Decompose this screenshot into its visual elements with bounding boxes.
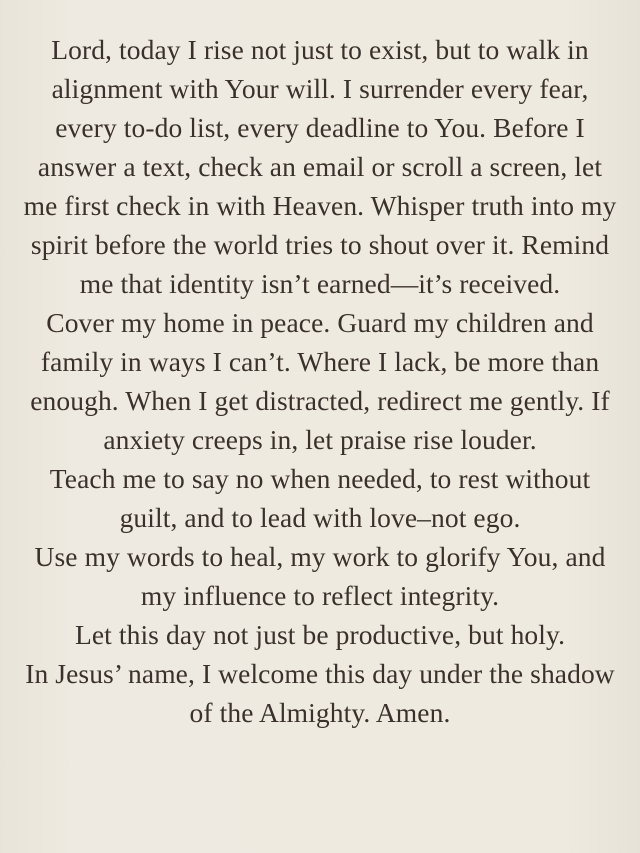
prayer-paragraph: Use my words to heal, my work to glorify You, and my influence to reflect integrity. [34, 541, 606, 611]
prayer-paragraph: Lord, today I rise not just to exist, but to walk in alignment with Your will. I surrender every fear, every to-do list, every deadline to You. Before I answer a text, check an email or scroll a screen, let me first check in with Heaven. Whisper truth into my spirit before the world tries to shout over it. Remind me that identity isn’t earned—it’s received. [23, 34, 617, 299]
prayer-paragraph: Let this day not just be productive, but holy. [74, 619, 566, 650]
prayer-body [22, 30, 618, 732]
prayer-paragraph: Cover my home in peace. Guard my children and family in ways I can’t. Where I lack, be more than enough. When I get distracted, redirect me gently. If anxiety creeps in, let praise rise louder. [30, 307, 610, 455]
prayer-paragraph: Teach me to say no when needed, to rest without guilt, and to lead with love–not ego. [49, 463, 591, 533]
prayer-paragraph: In Jesus’ name, I welcome this day under the shadow of the Almighty. Amen. [25, 658, 615, 728]
